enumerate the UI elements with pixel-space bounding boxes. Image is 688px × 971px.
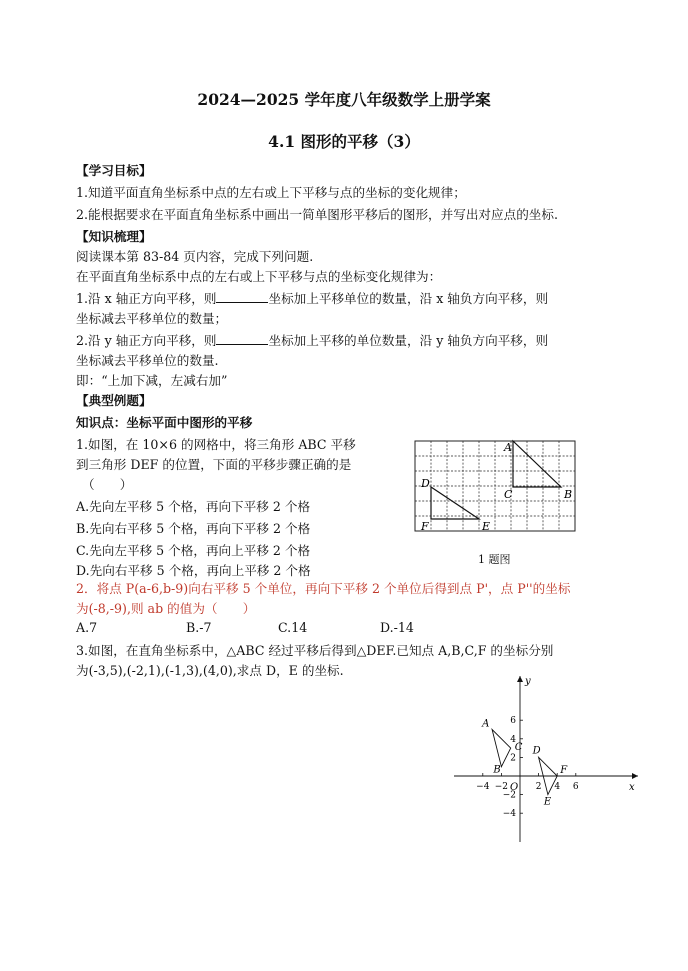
rule-1-cont: 坐标减去平移单位的数量； — [76, 311, 228, 326]
knowledge-intro-2: 在平面直角坐标系中点的左右或上下平移与点的坐标变化规律为： — [76, 269, 442, 284]
x-tick-label: −4 — [476, 782, 490, 792]
y-tick-label: −2 — [502, 790, 516, 801]
mnemonic: 即：“上加下减，左减右加” — [76, 373, 228, 388]
q2-option-a: A.7 — [76, 620, 98, 635]
rule-2-cont: 坐标减去平移单位的数量. — [76, 353, 219, 368]
examples-heading: 【典型例题】 — [76, 393, 152, 408]
triangle-abc — [492, 730, 511, 767]
q1-label-e: E — [482, 520, 491, 533]
q1-label-f: F — [421, 520, 429, 533]
y-tick-label: −4 — [502, 809, 516, 820]
q1-option-a: A.先向左平移 5 个格，再向下平移 2 个格 — [76, 499, 311, 514]
point-label-d: D — [532, 745, 541, 757]
knowledge-point: 知识点：坐标平面中图形的平移 — [76, 415, 253, 430]
q1-label-a: A — [504, 441, 512, 454]
x-tick-label: 6 — [572, 782, 579, 792]
rule-1-line — [76, 288, 548, 307]
rule-1-text-b: 坐标加上平移单位的数量，沿 x 轴负方向平移，则 — [268, 291, 549, 306]
q2-line-2: 为(-8,-9),则 ab 的值为（ ） — [76, 601, 256, 616]
q1-line-1: 1.如图，在 10×6 的网格中，将三角形 ABC 平移 — [76, 437, 356, 452]
origin-label: O — [510, 782, 519, 793]
y-tick-label: 2 — [510, 753, 516, 764]
q3-coordinate-plot — [450, 672, 650, 848]
q1-option-c: C.先向左平移 5 个格，再向上平移 2 个格 — [76, 543, 311, 558]
page-subtitle: 4.1 图形的平移（3） — [268, 132, 420, 151]
y-tick-label: 6 — [510, 716, 516, 727]
page-title: 2024—2025 学年度八年级数学上册学案 — [197, 90, 491, 109]
q1-label-c: C — [504, 488, 513, 501]
q3-line-1: 3.如图，在直角坐标系中，△ABC 经过平移后得到△DEF.已知点 A,B,C,F 的坐标分别 — [76, 643, 554, 658]
point-label-a: A — [482, 718, 490, 730]
x-tick-label: 4 — [554, 782, 561, 792]
rule-2-text-a: 2.沿 y 轴正方向平移，则 — [76, 333, 217, 348]
x-axis-label: x — [629, 782, 635, 793]
rule-1-text-a: 1.沿 x 轴正方向平移，则 — [76, 291, 217, 306]
y-axis-label: y — [525, 676, 531, 687]
q1-grid-lines — [415, 441, 575, 531]
q1-option-b: B.先向右平移 5 个格，再向下平移 2 个格 — [76, 521, 311, 536]
q1-figure-caption: 1 题图 — [478, 553, 511, 566]
q1-option-d: D.先向右平移 5 个格，再向上平移 2 个格 — [76, 563, 311, 578]
q1-grid-figure — [410, 436, 580, 536]
q2-option-b: B.-7 — [186, 620, 212, 635]
rule-1-blank — [216, 290, 268, 303]
y-tick-label: 4 — [510, 734, 516, 745]
point-label-b: B — [493, 764, 501, 776]
rule-2-line — [76, 330, 548, 349]
goals-heading: 【学习目标】 — [76, 163, 152, 178]
point-label-e: E — [543, 796, 552, 808]
goal-item-2: 2.能根据要求在平面直角坐标系中画出一简单图形平移后的图形，并写出对应点的坐标. — [76, 207, 558, 222]
knowledge-intro-1: 阅读课本第 83-84 页内容，完成下列问题. — [76, 249, 314, 264]
knowledge-heading: 【知识梳理】 — [76, 229, 152, 244]
goal-item-1: 1.知道平面直角坐标系中点的左右或上下平移与点的坐标的变化规律； — [76, 185, 466, 200]
q2-line-1: 2．将点 P(a-6,b-9)向右平移 5 个单位，再向下平移 2 个单位后得到点 P'，点 P''的坐标 — [76, 581, 571, 596]
q1-triangle-def — [431, 487, 479, 519]
q3-line-2: 为(-3,5),(-2,1),(-1,3),(4,0),求点 D，E 的坐标. — [76, 663, 344, 678]
q1-triangle-abc — [513, 441, 561, 487]
x-tick-label: −2 — [494, 782, 509, 792]
rule-2-blank — [216, 332, 268, 345]
q2-option-d: D.-14 — [380, 620, 414, 635]
q1-label-d: D — [421, 477, 430, 490]
q1-label-b: B — [564, 488, 573, 501]
q3-axes — [454, 676, 638, 842]
point-label-c: C — [514, 742, 523, 754]
q1-line-2: 到三角形 DEF 的位置，下面的平移步骤正确的是 — [76, 457, 352, 472]
q2-option-c: C.14 — [278, 620, 308, 635]
q1-paren: （ ） — [82, 477, 133, 492]
rule-2-text-b: 坐标加上平移的单位数量，沿 y 轴负方向平移，则 — [268, 333, 549, 348]
x-tick-label: 2 — [535, 782, 542, 792]
y-axis-arrow — [517, 676, 523, 682]
point-label-f: F — [560, 765, 568, 776]
x-axis-arrow — [632, 773, 638, 779]
